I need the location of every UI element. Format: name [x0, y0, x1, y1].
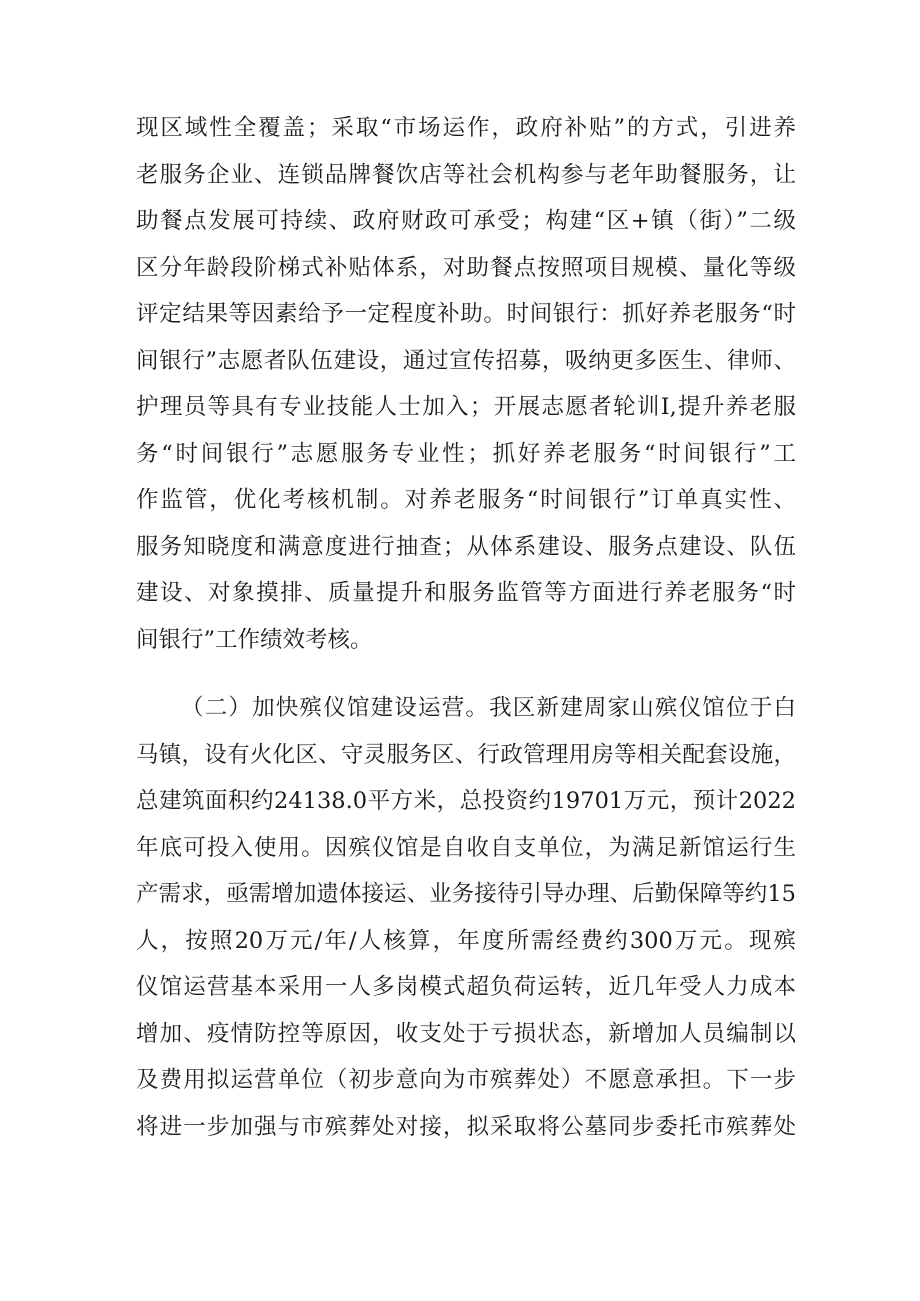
text-line: 务“时间银行”志愿服务专业性；抓好养老服务“时间银行”工 [136, 440, 796, 467]
text-line: 作监管，优化考核机制。对养老服务“时间银行”订单真实性、 [136, 487, 796, 513]
paragraph-elderly-meal-and-time-bank [136, 105, 796, 663]
text-line: 将进一步加强与市殡葬处对接，拟采取将公墓同步委托市殡葬处 [136, 1113, 796, 1140]
text-line: 增加、疫情防控等原因，收支处于亏损状态，新增加人员编制以 [136, 1020, 796, 1047]
text-line: 人，按照20万元/年/人核算，年度所需经费约300万元。现殡 [136, 927, 796, 954]
text-line: 及费用拟运营单位（初步意向为市殡葬处）不愿意承担。下一步 [136, 1067, 796, 1093]
text-line: 总建筑面积约24138.0平方米，总投资约19701万元，预计2022 [136, 788, 796, 814]
text-line: 仪馆运营基本采用一人多岗模式超负荷运转，近几年受人力成本 [136, 974, 796, 1000]
text-line: 护理员等具有专业技能人士加入；开展志愿者轮训I,提升养老服 [136, 394, 796, 420]
text-line: （二）加快殡仪馆建设运营。我区新建周家山殡仪馆位于白 [181, 695, 796, 721]
text-line: 间银行”志愿者队伍建设，通过宣传招募，吸纳更多医生、律师、 [136, 347, 796, 374]
text-line: 年底可投入使用。因殡仪馆是自收自支单位，为满足新馆运行生 [136, 834, 796, 861]
text-line: 建设、对象摸排、质量提升和服务监管等方面进行养老服务“时 [136, 580, 796, 606]
text-line: 马镇，设有火化区、守灵服务区、行政管理用房等相关配套设施， [136, 741, 796, 768]
text-line: 助餐点发展可持续、政府财政可承受；构建“区+镇（街）”二级 [136, 208, 796, 234]
text-line: 老服务企业、连锁品牌餐饮店等社会机构参与老年助餐服务，让 [136, 161, 796, 188]
text-line: 产需求，亟需增加遗体接运、业务接待引导办理、后勤保障等约15 [136, 881, 796, 907]
text-line: 区分年龄段阶梯式补贴体系，对助餐点按照项目规模、量化等级 [136, 254, 796, 281]
text-line: 间银行”工作绩效考核。 [136, 626, 373, 653]
paragraph-funeral-home-construction [136, 685, 796, 1150]
text-line: 评定结果等因素给予一定程度补助。时间银行：抓好养老服务“时 [136, 301, 796, 327]
text-line: 服务知晓度和满意度进行抽查；从体系建设、服务点建设、队伍 [136, 533, 796, 560]
text-line: 现区域性全覆盖；采取“市场运作，政府补贴”的方式，引进养 [136, 115, 796, 141]
